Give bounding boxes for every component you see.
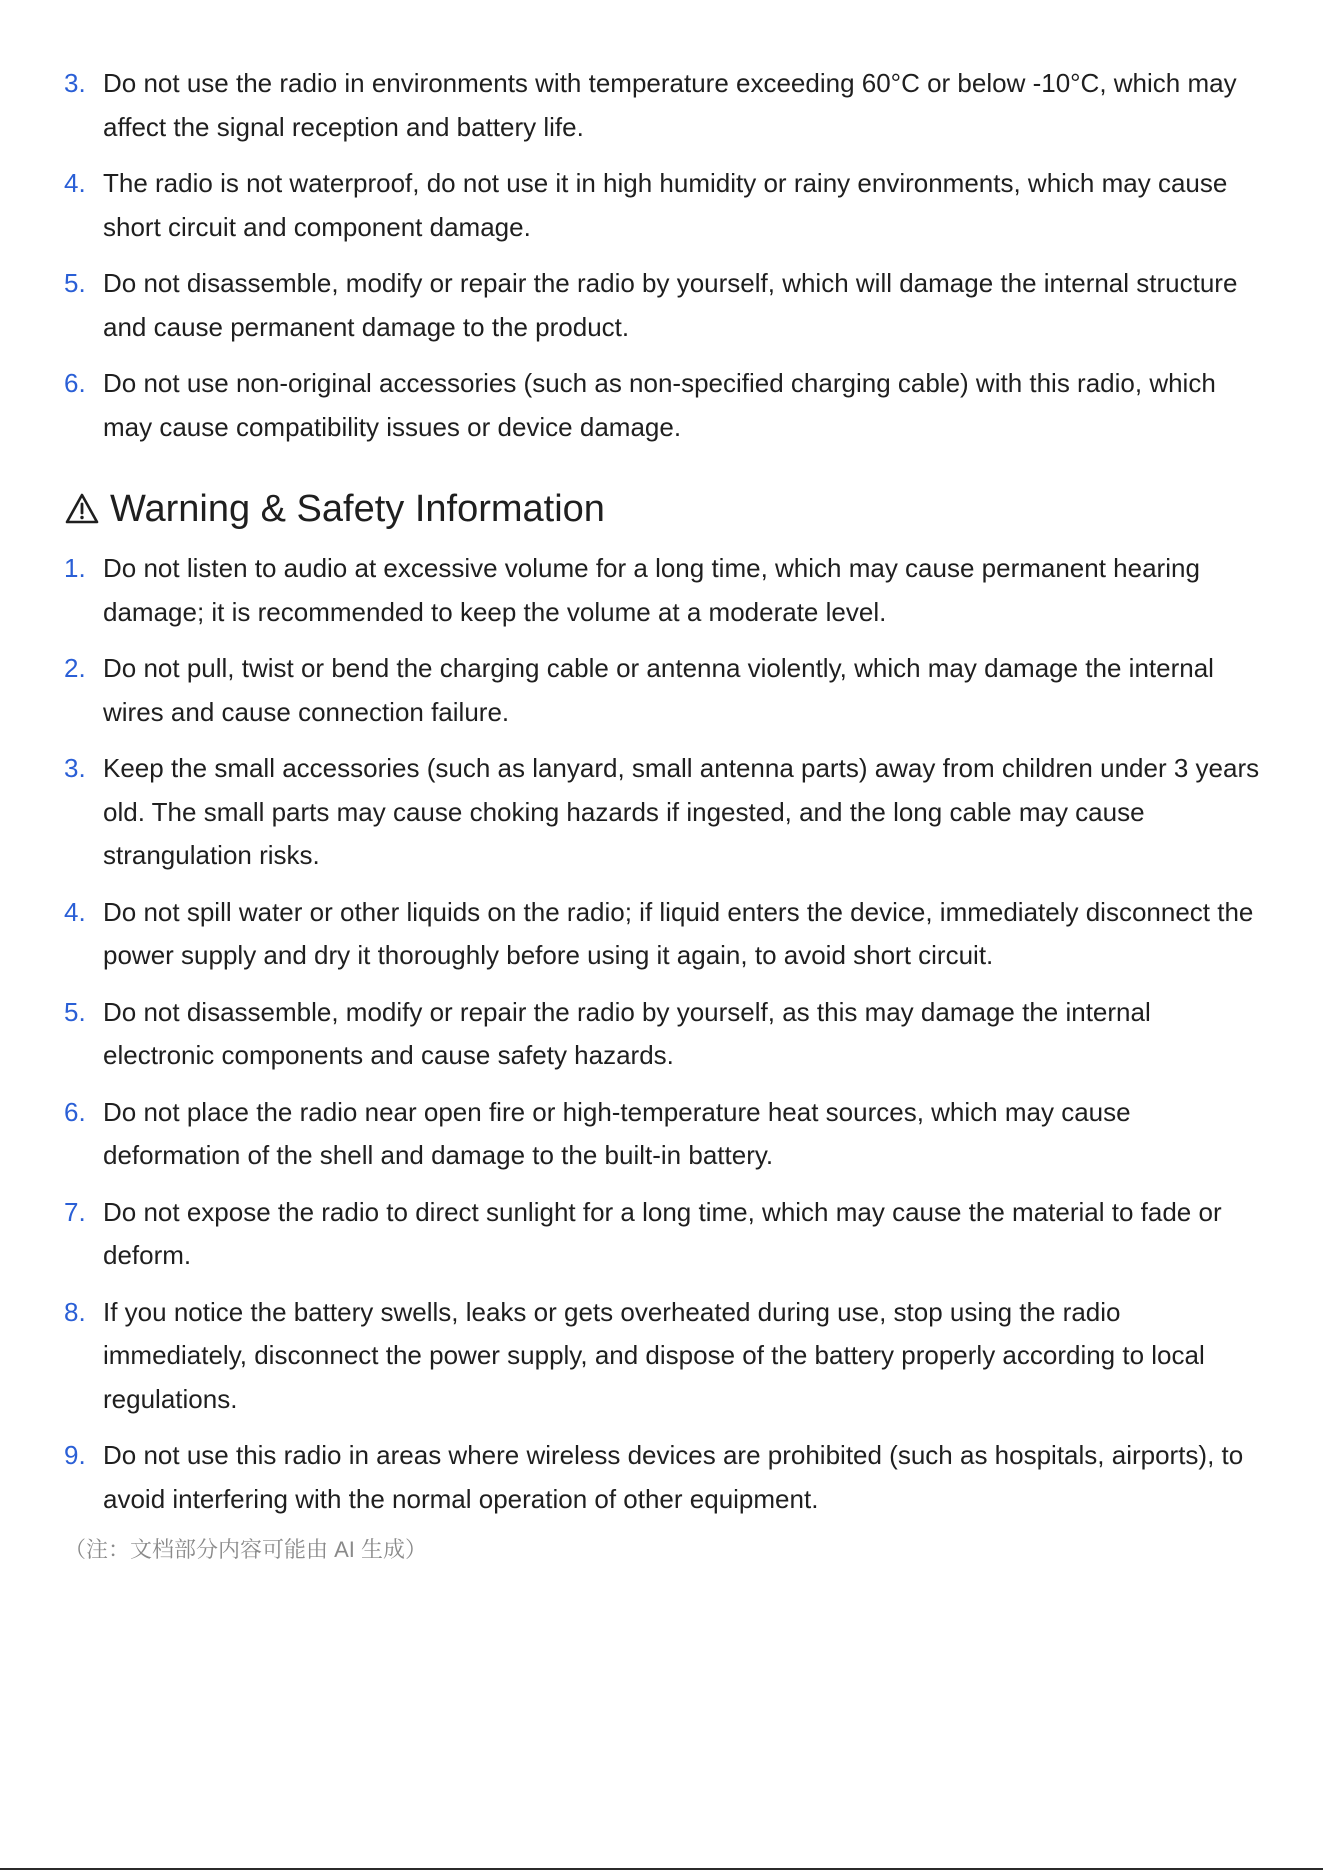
list-item-text: Do not disassemble, modify or repair the radio by yourself, which will damage the internal structure and cause permanent damage to the product. xyxy=(103,268,1238,342)
list-item-number: 4. xyxy=(64,896,86,927)
list-item xyxy=(64,747,1260,878)
warning-triangle-icon xyxy=(64,492,100,526)
list-item-number: 6. xyxy=(64,1096,86,1127)
list-item-number: 2. xyxy=(64,653,86,683)
list-item xyxy=(64,991,1260,1078)
list-item xyxy=(64,1091,1260,1178)
list-item-number: 3. xyxy=(64,753,86,783)
safety-list xyxy=(64,547,1260,1521)
list-item-number: 5. xyxy=(64,268,86,298)
ai-generated-note: （注：文档部分内容可能由 AI 生成） xyxy=(64,1537,428,1562)
list-item xyxy=(64,547,1260,634)
list-item-number: 9. xyxy=(64,1440,86,1470)
list-item xyxy=(64,1434,1260,1521)
list-item xyxy=(64,362,1260,449)
list-item-number: 6. xyxy=(64,368,86,398)
list-item-number: 8. xyxy=(64,1296,86,1327)
list-item-number: 1. xyxy=(64,553,86,583)
list-item-text: Do not listen to audio at excessive volume for a long time, which may cause permanent hearing damage; it is recommended to keep the volume at a moderate level. xyxy=(103,553,1200,627)
section-title: Warning & Safety Information xyxy=(110,488,605,530)
list-item-text: Do not spill water or other liquids on the radio; if liquid enters the device, immediately disconnect the power supply and dry it thoroughly before using it again, to avoid short circuit. xyxy=(103,896,1254,970)
precautions-list xyxy=(64,62,1260,449)
document-body xyxy=(64,62,1260,1566)
list-item-text: Do not place the radio near open fire or high-temperature heat sources, which may cause deformation of the shell and damage to the built-in battery. xyxy=(103,1096,1131,1170)
list-item xyxy=(64,62,1260,149)
list-item-text: Do not expose the radio to direct sunlight for a long time, which may cause the material to fade or deform. xyxy=(103,1196,1222,1270)
list-item xyxy=(64,891,1260,978)
list-item-text: If you notice the battery swells, leaks or gets overheated during use, stop using the radio immediately, disconnect the power supply, and dispose of the battery properly according to local regulations. xyxy=(103,1296,1205,1414)
list-item-number: 5. xyxy=(64,996,86,1027)
list-item xyxy=(64,647,1260,734)
list-item xyxy=(64,162,1260,249)
list-item xyxy=(64,262,1260,349)
list-item-text: Do not disassemble, modify or repair the radio by yourself, as this may damage the internal electronic components and cause safety hazards. xyxy=(103,996,1151,1070)
section-heading xyxy=(64,483,1260,535)
list-item-text: Do not use non-original accessories (such as non-specified charging cable) with this radio, which may cause compatibility issues or device damage. xyxy=(103,368,1216,442)
list-item-text: Do not pull, twist or bend the charging cable or antenna violently, which may damage the internal wires and cause connection failure. xyxy=(103,653,1214,727)
list-item-text: Do not use the radio in environments with temperature exceeding 60°C or below -10°C, which may affect the signal reception and battery life. xyxy=(103,68,1237,142)
list-item xyxy=(64,1291,1260,1422)
list-item-number: 7. xyxy=(64,1196,86,1227)
list-item-text: Keep the small accessories (such as lanyard, small antenna parts) away from children under 3 years old. The small parts may cause choking hazards if ingested, and the long cable may cause strangulation risks. xyxy=(103,753,1260,870)
list-item-text: Do not use this radio in areas where wireless devices are prohibited (such as hospitals, airports), to avoid interfering with the normal operation of other equipment. xyxy=(103,1440,1244,1514)
list-item-number: 4. xyxy=(64,168,86,198)
list-item-text: The radio is not waterproof, do not use it in high humidity or rainy environments, which may cause short circuit and component damage. xyxy=(103,168,1228,242)
list-item xyxy=(64,1191,1260,1278)
list-item-number: 3. xyxy=(64,68,86,98)
